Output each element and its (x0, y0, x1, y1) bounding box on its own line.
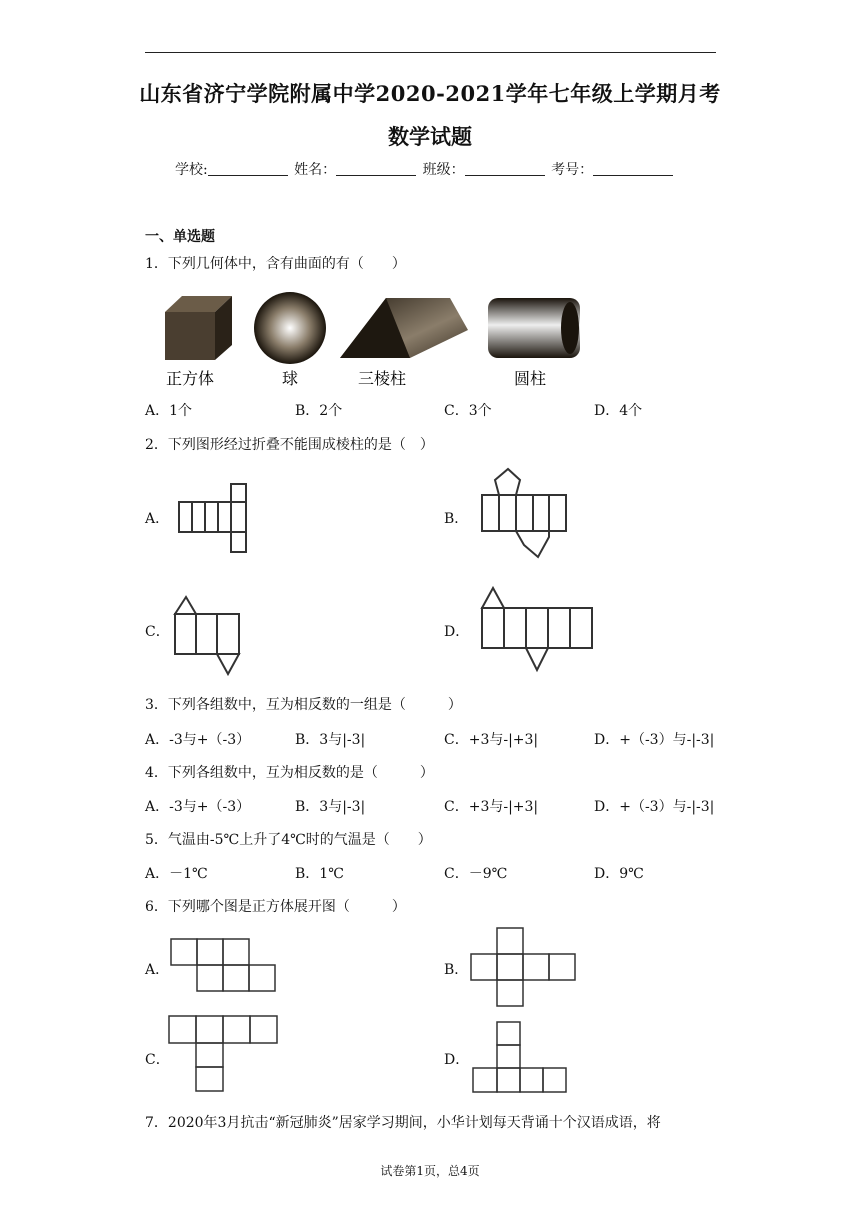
class-blank[interactable] (465, 161, 545, 176)
question-3-stem: 3．下列各组数中，互为相反数的一组是（ ） (145, 697, 462, 713)
school-label: 学校: (175, 162, 208, 178)
question-5-stem: 5．气温由-5℃上升了4℃时的气温是（ ） (145, 832, 432, 848)
q1-option-c[interactable]: C．3个 (444, 403, 492, 419)
question-1-stem: 1．下列几何体中，含有曲面的有（ ） (145, 256, 406, 272)
q2-option-c[interactable]: C． (145, 624, 170, 640)
q4-option-d[interactable]: D．+（-3）与-|-3| (594, 799, 715, 815)
exam-title: 山东省济宁学院附属中学2020-2021学年七年级上学期月考 (139, 81, 721, 106)
q4-option-c[interactable]: C．+3与-|+3| (444, 799, 539, 815)
q4-option-a[interactable]: A．-3与+（-3） (145, 799, 251, 815)
q2-option-b[interactable]: B． (444, 511, 469, 527)
q2-net-d (478, 584, 598, 674)
cylinder-icon (488, 298, 580, 358)
q6-net-d (471, 1020, 571, 1095)
page-footer: 试卷第1页，总4页 (380, 1164, 480, 1178)
question-7-stem: 7．2020年3月抗击“新冠肺炎”居家学习期间，小华计划每天背诵十个汉语成语，将 (145, 1115, 661, 1131)
exam-no-blank[interactable] (593, 161, 673, 176)
section-title: 一、单选题 (145, 229, 215, 245)
q4-option-b[interactable]: B．3与|-3| (295, 799, 366, 815)
name-blank[interactable] (336, 161, 416, 176)
cube-icon (165, 296, 232, 360)
school-blank[interactable] (208, 161, 288, 176)
q2-net-b (478, 465, 573, 565)
q1-solids-figure (150, 290, 600, 390)
sphere-icon (254, 292, 326, 364)
q6-option-a[interactable]: A． (145, 962, 170, 978)
q6-net-b (470, 927, 580, 1009)
q6-option-d[interactable]: D． (444, 1052, 470, 1068)
q6-option-c[interactable]: C． (145, 1052, 170, 1068)
q1-option-d[interactable]: D．4个 (594, 403, 643, 419)
q1-option-b[interactable]: B．2个 (295, 403, 343, 419)
q3-option-c[interactable]: C．+3与-|+3| (444, 732, 539, 748)
q3-option-b[interactable]: B．3与|-3| (295, 732, 366, 748)
q1-option-a[interactable]: A．1个 (145, 403, 193, 419)
q5-option-d[interactable]: D．9℃ (594, 866, 644, 882)
exam-subtitle: 数学试题 (388, 124, 472, 149)
sphere-label: 球 (281, 369, 299, 388)
question-6-stem: 6．下列哪个图是正方体展开图（ ） (145, 899, 406, 915)
q2-option-d[interactable]: D． (444, 624, 470, 640)
q2-option-a[interactable]: A． (145, 511, 170, 527)
exam-no-label: 考号： (551, 162, 594, 178)
q3-option-a[interactable]: A．-3与+（-3） (145, 732, 251, 748)
class-label: 班级： (422, 162, 465, 178)
q2-net-a (175, 480, 250, 555)
q6-option-b[interactable]: B． (444, 962, 469, 978)
triangular-prism-icon (340, 298, 468, 358)
q3-option-d[interactable]: D．+（-3）与-|-3| (594, 732, 715, 748)
q5-option-a[interactable]: A．－1℃ (145, 866, 208, 882)
header-rule (145, 52, 716, 53)
student-info-row (175, 159, 675, 179)
q6-net-a (170, 937, 280, 995)
name-label: 姓名： (294, 162, 337, 178)
q5-option-b[interactable]: B．1℃ (295, 866, 344, 882)
cube-label: 正方体 (165, 369, 215, 388)
question-4-stem: 4．下列各组数中，互为相反数的是（ ） (145, 765, 434, 781)
q6-net-c (168, 1015, 283, 1095)
q5-option-c[interactable]: C．－9℃ (444, 866, 508, 882)
prism-label: 三棱柱 (357, 369, 407, 388)
question-2-stem: 2．下列图形经过折叠不能围成棱柱的是（ ） (145, 437, 434, 453)
cylinder-label: 圆柱 (513, 369, 547, 388)
q2-net-c (170, 592, 245, 682)
